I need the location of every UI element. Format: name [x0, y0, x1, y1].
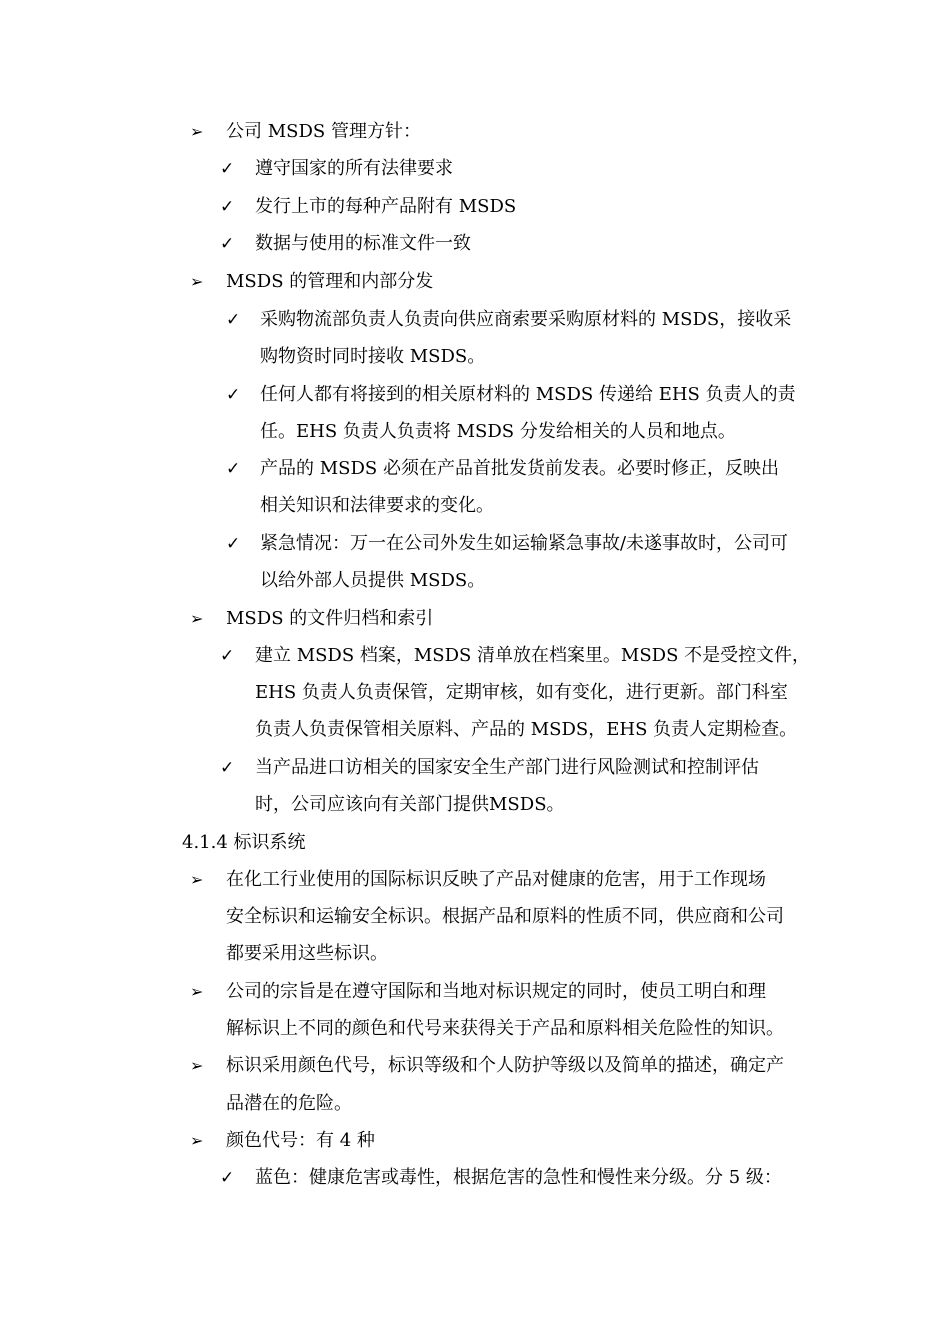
text-line: 解标识上不同的颜色和代号来获得关于产品和原料相关危险性的知识。: [226, 1018, 784, 1039]
check-bullet-icon: ✓: [226, 385, 241, 405]
arrow-bullet-icon: ➢: [190, 609, 204, 628]
text-line: 发行上市的每种产品附有 MSDS: [255, 196, 517, 217]
text-line: 任。EHS 负责人负责将 MSDS 分发给相关的人员和地点。: [260, 421, 736, 442]
text-line: 时，公司应该向有关部门提供MSDS。: [255, 794, 565, 815]
text-line: MSDS 的文件归档和索引: [226, 608, 434, 629]
text-line: 遵守国家的所有法律要求: [255, 158, 453, 179]
check-bullet-icon: ✓: [226, 310, 241, 330]
text-line: 购物资时同时接收 MSDS。: [260, 346, 486, 367]
section-heading: 4.1.4 标识系统: [182, 832, 306, 853]
text-line: 颜色代号：有 4 种: [226, 1130, 375, 1151]
arrow-bullet-icon: ➢: [190, 122, 204, 141]
check-bullet-icon: ✓: [226, 534, 241, 554]
text-line: 安全标识和运输安全标识。根据产品和原料的性质不同，供应商和公司: [226, 906, 784, 927]
text-line: 负责人负责保管相关原料、产品的 MSDS，EHS 负责人定期检查。: [255, 719, 798, 740]
text-line: 任何人都有将接到的相关原材料的 MSDS 传递给 EHS 负责人的责: [260, 384, 796, 405]
text-line: 产品的 MSDS 必须在产品首批发货前发表。必要时修正，反映出: [260, 458, 779, 479]
text-line: 采购物流部负责人负责向供应商索要采购原材料的 MSDS，接收采: [260, 309, 792, 330]
arrow-bullet-icon: ➢: [190, 1131, 204, 1150]
text-line: 数据与使用的标准文件一致: [255, 233, 471, 254]
text-line: 紧急情况：万一在公司外发生如运输紧急事故/未遂事故时，公司可: [260, 533, 789, 554]
arrow-bullet-icon: ➢: [190, 1056, 204, 1075]
text-line: 都要采用这些标识。: [226, 943, 388, 964]
text-line: 标识采用颜色代号，标识等级和个人防护等级以及简单的描述，确定产: [226, 1055, 784, 1076]
text-line: EHS 负责人负责保管，定期审核，如有变化，进行更新。部门科室: [255, 682, 788, 703]
check-bullet-icon: ✓: [220, 197, 235, 217]
text-line: 当产品进口访相关的国家安全生产部门进行风险测试和控制评估: [255, 757, 759, 778]
text-line: MSDS 的管理和内部分发: [226, 271, 434, 292]
text-line: 相关知识和法律要求的变化。: [260, 495, 494, 516]
text-line: 以给外部人员提供 MSDS。: [260, 570, 486, 591]
check-bullet-icon: ✓: [226, 459, 241, 479]
text-line: 在化工行业使用的国际标识反映了产品对健康的危害，用于工作现场: [226, 869, 766, 890]
arrow-bullet-icon: ➢: [190, 870, 204, 889]
arrow-bullet-icon: ➢: [190, 272, 204, 291]
check-bullet-icon: ✓: [220, 646, 235, 666]
check-bullet-icon: ✓: [220, 159, 235, 179]
check-bullet-icon: ✓: [220, 1168, 235, 1188]
text-line: 建立 MSDS 档案，MSDS 清单放在档案里。MSDS 不是受控文件，: [255, 645, 811, 666]
check-bullet-icon: ✓: [220, 758, 235, 778]
text-line: 公司 MSDS 管理方针：: [226, 121, 421, 142]
text-line: 公司的宗旨是在遵守国际和当地对标识规定的同时，使员工明白和理: [226, 981, 766, 1002]
text-line: 品潜在的危险。: [226, 1093, 352, 1114]
arrow-bullet-icon: ➢: [190, 982, 204, 1001]
check-bullet-icon: ✓: [220, 234, 235, 254]
text-line: 蓝色：健康危害或毒性，根据危害的急性和慢性来分级。分 5 级：: [255, 1167, 782, 1188]
